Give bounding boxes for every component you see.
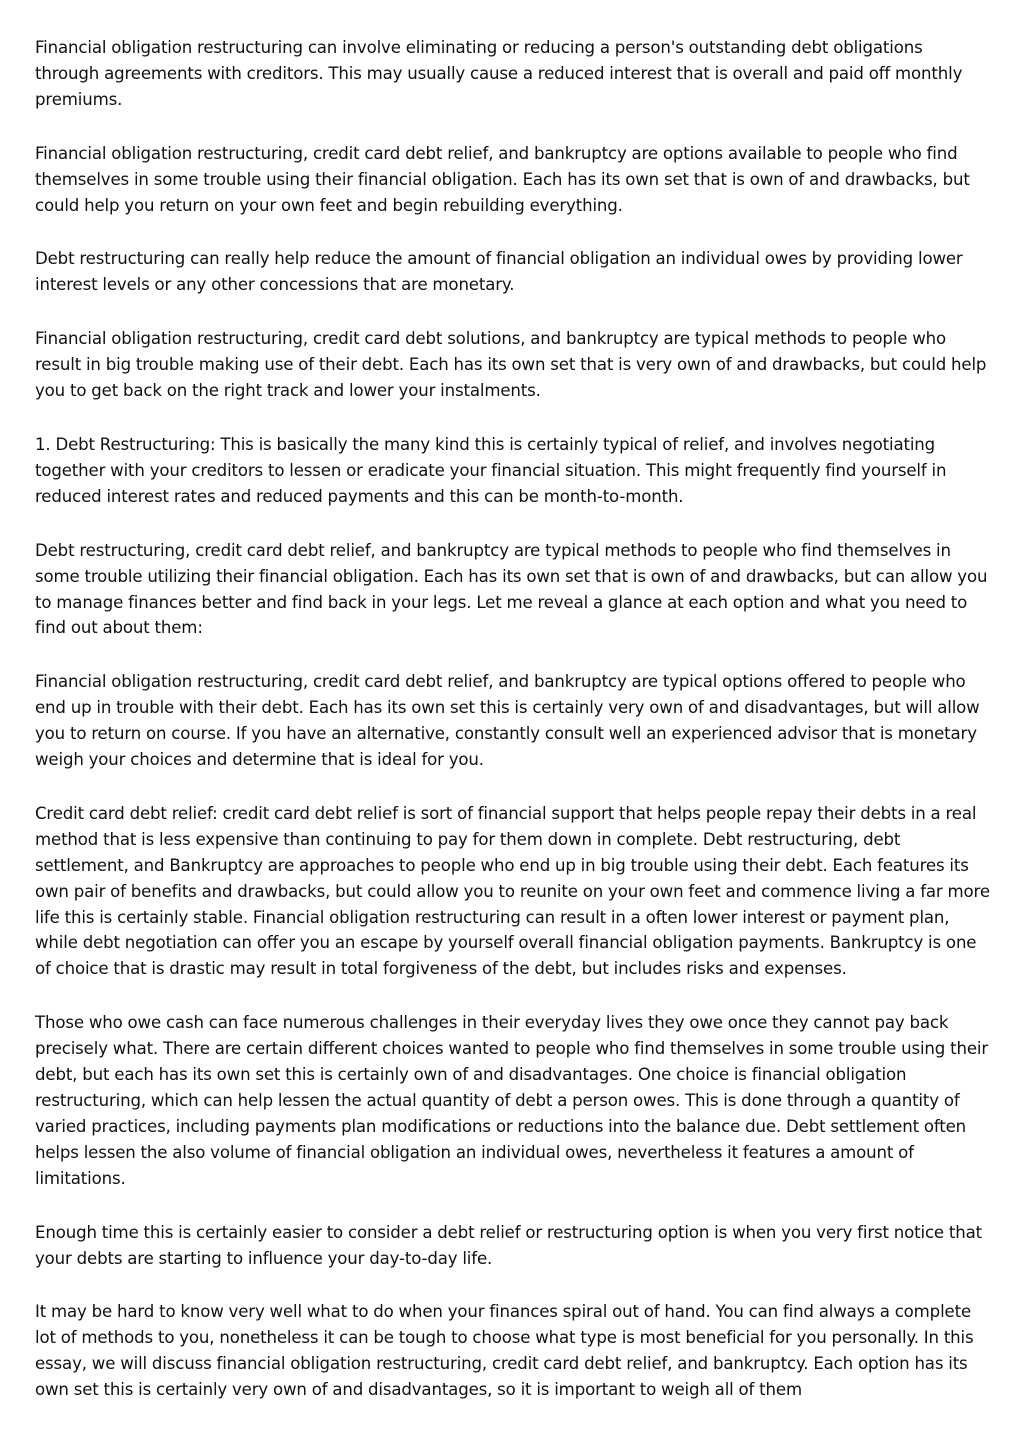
paragraph-11: It may be hard to know very well what to do when your finances spiral out of hand. You can find always a complete lot of methods to you, nonetheless it can be tough to choose what type is most beneficial for you personally. In this essay, we will discuss financial obligation restructuring, credit card debt relief, and bankruptcy. Each option has its own set this is certainly very own of and disadvantages, so it is important to weigh all of them	[35, 1302, 974, 1400]
paragraph-2: Financial obligation restructuring, credit card debt relief, and bankruptcy are options available to people who find themselves in some trouble using their financial obligation. Each has its own set that is own of and drawbacks, but could help you return on your own feet and begin rebuilding everything.	[35, 143, 970, 215]
paragraph-3: Debt restructuring can really help reduce the amount of financial obligation an individual owes by providing lower interest levels or any other concessions that are monetary.	[35, 249, 963, 295]
paragraph-6: Debt restructuring, credit card debt relief, and bankruptcy are typical methods to people who find themselves in some trouble utilizing their financial obligation. Each has its own set that is own of and drawbacks, but can allow you to manage finances better and find back in your legs. Let me reveal a glance at each option and what you need to find out about them:	[35, 540, 988, 638]
paragraph-7: Financial obligation restructuring, credit card debt relief, and bankruptcy are typical options offered to people who end up in trouble with their debt. Each has its own set this is certainly very own of and disadvantages, but will allow you to return on course. If you have an alternative, constantly consult well an experienced advisor that is monetary weigh your choices and determine that is ideal for you.	[35, 672, 980, 770]
paragraph-4: Financial obligation restructuring, credit card debt solutions, and bankruptcy are typical methods to people who result in big trouble making use of their debt. Each has its own set that is very own of and drawbacks, but could help you to get back on the right track and lower your instalments.	[35, 329, 987, 401]
paragraph-5: 1. Debt Restructuring: This is basically the many kind this is certainly typical of relief, and involves negotiating together with your creditors to lessen or eradicate your financial situation. This might frequently find yourself in reduced interest rates and reduced payments and this can be month-to-month.	[35, 434, 947, 506]
paragraph-1: Financial obligation restructuring can involve eliminating or reducing a person's outstanding debt obligations through agreements with creditors. This may usually cause a reduced interest that is overall and paid off monthly premiums.	[35, 38, 963, 109]
paragraph-8: Credit card debt relief: credit card debt relief is sort of financial support that helps people repay their debts in a real method that is less expensive than continuing to pay for them down in complete. Debt restructuring, debt settlement, and Bankruptcy are approaches to people who end up in big trouble using their debt. Each features its own pair of benefits and drawbacks, but could allow you to reunite on your own feet and commence living a far more life this is certainly stable. Financial obligation restructuring can result in a often lower interest or payment plan, while debt negotiation can offer you an escape by yourself overall financial obligation payments. Bankruptcy is one of choice that is drastic may result in total forgiveness of the debt, but includes risks and expenses.	[35, 803, 990, 979]
paragraph-10: Enough time this is certainly easier to consider a debt relief or restructuring option is when you very first notice that your debts are starting to influence your day-to-day life.	[35, 1222, 983, 1268]
paragraph-9: Those who owe cash can face numerous challenges in their everyday lives they owe once they cannot pay back precisely what. There are certain different choices wanted to people who find themselves in some trouble using their debt, but each has its own set this is certainly own of and disadvantages. One choice is financial obligation restructuring, which can help lessen the actual quantity of debt a person owes. This is done through a quantity of varied practices, including payments plan modifications or reductions into the balance due. Debt settlement often helps lessen the also volume of financial obligation an individual owes, nevertheless it features a amount of limitations.	[35, 1013, 989, 1188]
